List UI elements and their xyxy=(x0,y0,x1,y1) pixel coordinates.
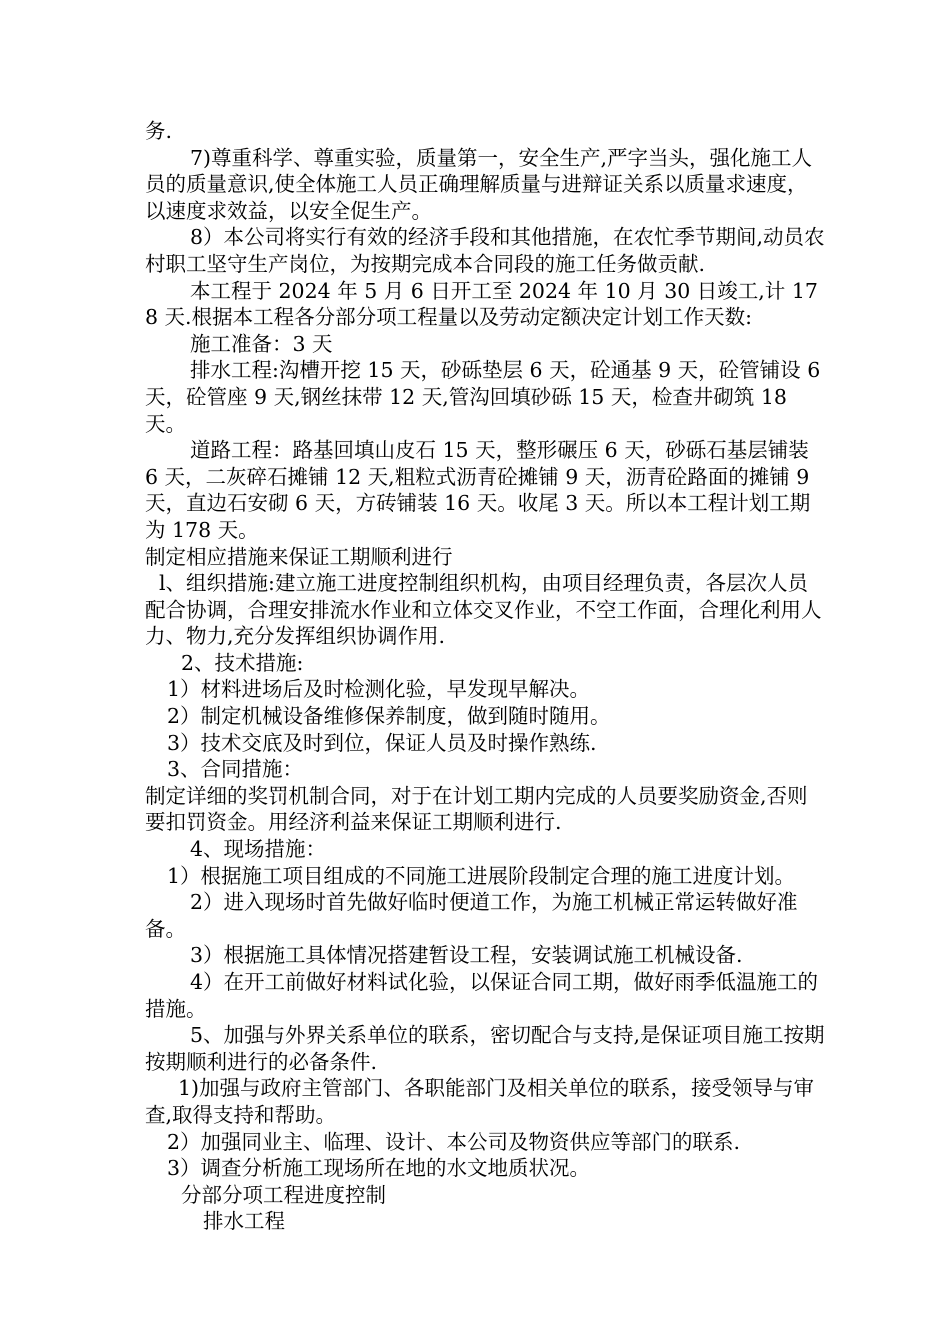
paragraph-contract: 制定详细的奖罚机制合同，对于在计划工期内完成的人员要奖励资金,否则要扣罚资金。用经济利益来保证工期顺利进行. xyxy=(145,783,808,835)
list-item-site-4: 4）在开工前做好材料试化验，以保证合同工期，做好雨季低温施工的措施。 xyxy=(145,970,819,1021)
paragraph-schedule-intro: 本工程于 2024 年 5 月 6 日开工至 2024 年 10 月 30 日竣工,计 178 天.根据本工程各分部分项工程量以及劳动定额决定计划工作天数: xyxy=(145,278,818,330)
heading-site: 4、现场措施： xyxy=(190,837,327,862)
paragraph-road: 道路工程：路基回填山皮石 15 天，整形碾压 6 天，砂砾石基层铺装 6 天，二灰碎石摊铺 12 天,粗粒式沥青砼摊铺 9 天，沥青砼路面的摊铺 9 天，直边石安砌 6 天，方砖铺装 16 天。收尾 3 天。所以本工程计划工期为 178 天。 xyxy=(145,438,811,542)
heading-technical: 2、技术措施: xyxy=(181,650,304,675)
paragraph-organization: l、组织措施:建立施工进度控制组织机构，由项目经理负责，各层次人员配合协调，合理安排流水作业和立体交叉作业，不空工作面，合理化利用人力、物力,充分发挥组织协调作用. xyxy=(145,571,822,649)
list-item-site-3: 3）根据施工具体情况搭建暂设工程，安装调试施工机械设备. xyxy=(190,943,743,968)
heading-progress-control: 分部分项工程进度控制 xyxy=(181,1182,386,1207)
paragraph-external: 5、加强与外界关系单位的联系，密切配合与支持,是保证项目施工按期按期顺利进行的必备条件. xyxy=(145,1023,825,1074)
heading-drainage: 排水工程 xyxy=(203,1209,285,1234)
list-item-site-2: 2）进入现场时首先做好临时便道工作，为施工机械正常运转做好准备。 xyxy=(145,890,798,941)
paragraph-item-8: 8）本公司将实行有效的经济手段和其他措施，在农忙季节期间,动员农村职工坚守生产岗位，为按期完成本合同段的施工任务做贡献. xyxy=(145,225,825,276)
paragraph-item-7: 7)尊重科学、尊重实验，质量第一，安全生产,严字当头，强化施工人员的质量意识,使全体施工人员正确理解质量与进辩证关系以质量求速度，以速度求效益，以安全促生产。 xyxy=(145,145,813,223)
heading-contract: 3、合同措施： xyxy=(167,757,304,782)
list-item-site-1: 1）根据施工项目组成的不同施工进展阶段制定合理的施工进度计划。 xyxy=(167,863,796,888)
paragraph-preparation: 施工准备：3 天 xyxy=(190,331,333,356)
list-item-technical-3: 3）技术交底及时到位，保证人员及时操作熟练. xyxy=(167,730,597,755)
list-item-external-1: 1)加强与政府主管部门、各职能部门及相关单位的联系，接受领导与审查,取得支持和帮助。 xyxy=(145,1076,815,1127)
list-item-technical-1: 1）材料进场后及时检测化验，早发现早解决。 xyxy=(167,677,591,702)
paragraph-drainage: 排水工程:沟槽开挖 15 天，砂砾垫层 6 天，砼通基 9 天，砼管铺设 6 天，砼管座 9 天,钢丝抹带 12 天,管沟回填砂砾 15 天，检查井砌筑 18 天。 xyxy=(145,358,821,436)
document-page xyxy=(145,118,825,1235)
list-item-external-2: 2）加强同业主、临理、设计、本公司及物资供应等部门的联系. xyxy=(167,1129,741,1154)
list-item-external-3: 3）调查分析施工现场所在地的水文地质状况。 xyxy=(167,1156,591,1181)
heading-measures: 制定相应措施来保证工期顺利进行 xyxy=(145,544,453,569)
paragraph-continuation: 务. xyxy=(145,119,173,143)
list-item-technical-2: 2）制定机械设备维修保养制度，做到随时随用。 xyxy=(167,704,611,729)
